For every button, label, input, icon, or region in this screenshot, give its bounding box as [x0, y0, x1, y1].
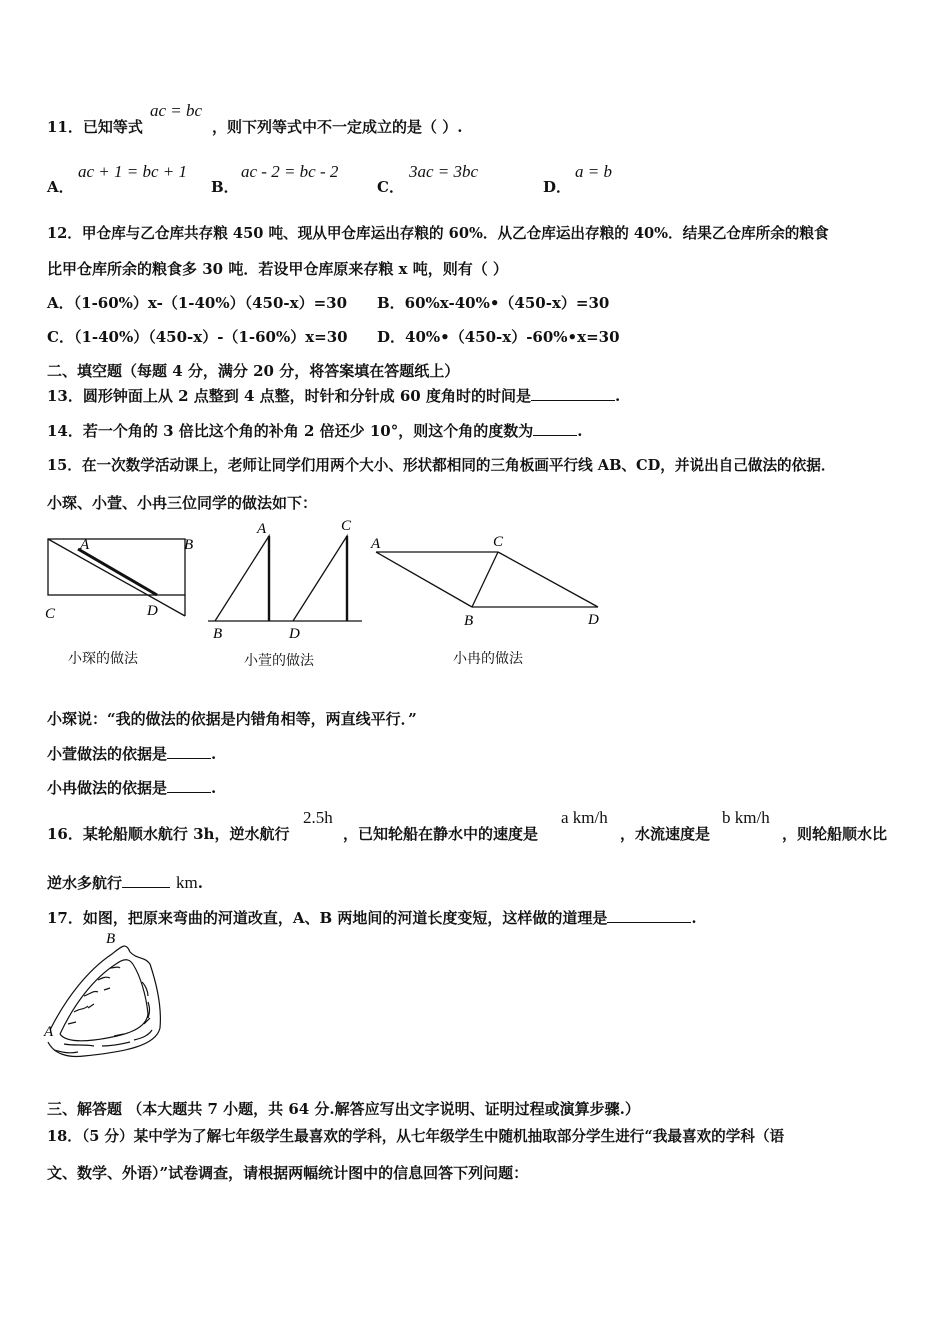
q11-option-b-label: B． — [211, 178, 239, 196]
q17-period: . — [691, 909, 697, 927]
q13-answer-blank[interactable] — [531, 399, 615, 401]
q11-prefix: 11．已知等式 — [47, 118, 143, 136]
q17-row — [47, 907, 697, 928]
figure-xiaochen — [40, 532, 200, 622]
q17-answer-blank[interactable] — [607, 921, 691, 923]
q16-v1: 2.5h — [303, 808, 333, 827]
q16-line2-row — [47, 872, 203, 893]
fig3-line-cd — [498, 552, 598, 607]
fig1-caption: 小琛的做法 — [68, 651, 138, 667]
q15-ask1-period: . — [211, 745, 217, 763]
q11-option-c-label: C． — [377, 178, 404, 196]
section-2-heading: 二、填空题（每题 4 分，满分 20 分，将答案填在答题纸上） — [47, 362, 460, 380]
fig2-triangle-1 — [215, 536, 269, 621]
fig2-label-d: D — [289, 626, 300, 642]
q16-unit: km — [176, 873, 198, 892]
q12-option-b: B．60%x-40%•（450-x）=30 — [377, 294, 610, 312]
q16-line2: 逆水多航行 — [47, 874, 123, 892]
q11-option-a-label: A． — [47, 178, 74, 196]
fig1-diagonal-b — [78, 549, 157, 595]
fig1-diagonal-a — [48, 539, 185, 616]
fig2-caption: 小萱的做法 — [244, 653, 314, 669]
q12-option-d: D．40%•（450-x）-60%•x=30 — [377, 328, 620, 346]
q15-ask1-blank[interactable] — [167, 757, 211, 759]
river-left-outer — [50, 946, 130, 1030]
fig2-label-b: B — [213, 626, 223, 642]
q11-option-d: a = b — [575, 162, 612, 181]
river-sketch — [44, 932, 169, 1067]
q11-option-b: ac - 2 = bc - 2 — [241, 162, 339, 181]
q11-stem — [47, 116, 143, 137]
fig3-label-c: C — [493, 534, 504, 550]
fig3-label-b: B — [464, 613, 474, 629]
q15-ask1-row — [47, 743, 216, 764]
section-3-heading: 三、解答题 （本大题共 7 小题，共 64 分.解答应写出文字说明、证明过程或演算步骤.） — [47, 1100, 640, 1118]
q16-period: . — [197, 874, 203, 892]
q11-equation: ac = bc — [150, 101, 203, 120]
q16-v3: b km/h — [722, 808, 770, 827]
fig2-label-c: C — [341, 518, 352, 534]
q13-period: . — [614, 387, 621, 405]
q15-ask2-row — [47, 777, 216, 798]
river-label-b: B — [106, 931, 116, 947]
q16-v2: a km/h — [561, 808, 608, 827]
q18-line2: 文、数学、外语）”试卷调查，请根据两幅统计图中的信息回答下列问题： — [47, 1164, 529, 1182]
q11-option-c: 3ac = 3bc — [409, 162, 479, 181]
q14-stem — [47, 420, 582, 441]
q12-option-a: A．（1-60%）x-（1-40%）（450-x）=30 — [47, 294, 348, 312]
q15-ask1: 小萱做法的依据是 — [47, 745, 168, 763]
q11-suffix: ，则下列等式中不一定成立的是（ ）. — [212, 118, 463, 136]
q13-text: 13．圆形钟面上从 2 点整到 4 点整，时针和分针成 60 度角时的时间是 — [47, 387, 531, 405]
fig1-label-a: A — [80, 537, 90, 553]
q13-stem — [47, 385, 620, 406]
q16-part1: 16．某轮船顺水航行 3h，逆水航行 — [47, 825, 290, 843]
q12-line1: 12．甲仓库与乙仓库共存粮 450 吨、现从甲仓库运出存粮的 60%．从乙仓库运出存粮的 40%．结果乙仓库所余的粮食 — [47, 225, 829, 242]
fig3-label-d: D — [588, 612, 599, 628]
river-label-a: A — [44, 1024, 54, 1040]
figure-xiaoran — [366, 532, 606, 632]
q17-text: 17．如图，把原来弯曲的河道改直，A、B 两地间的河道长度变短，这样做的道理是 — [47, 909, 608, 927]
fig2-label-a: A — [257, 521, 267, 537]
q16-answer-blank[interactable] — [122, 886, 170, 888]
fig1-label-b: B — [184, 537, 194, 553]
fig3-label-a: A — [371, 536, 381, 552]
fig1-rect — [48, 539, 185, 595]
q16-part2: ，已知轮船在静水中的速度是 — [343, 825, 539, 843]
q14-text: 14．若一个角的 3 倍比这个角的补角 2 倍还少 10°，则这个角的度数为 — [47, 422, 534, 440]
fig1-label-c: C — [45, 606, 56, 622]
q18-line1: 18．（5 分）某中学为了解七年级学生最喜欢的学科，从七年级学生中随机抽取部分学生进行“我最喜欢的学科（语 — [47, 1128, 785, 1145]
fig3-line-cb — [472, 552, 498, 607]
q15-ask2-period: . — [211, 779, 217, 797]
q14-period: . — [577, 422, 583, 440]
q14-answer-blank[interactable] — [533, 434, 577, 436]
q11-option-a: ac + 1 = bc + 1 — [78, 162, 188, 181]
q12-option-c: C．（1-40%）（450-x）-（1-60%）x=30 — [47, 328, 348, 346]
fig2-triangle-2 — [293, 536, 347, 621]
q16-part3: ，水流速度是 — [620, 825, 711, 843]
q15-ask2-blank[interactable] — [167, 791, 211, 793]
q15-line1: 15．在一次数学活动课上，老师让同学们用两个大小、形状都相同的三角板画平行线 AB、CD，并说出自己做法的依据． — [47, 457, 836, 474]
q11-option-d-label: D． — [543, 178, 572, 196]
q15-ask2: 小冉做法的依据是 — [47, 779, 168, 797]
figure-xiaoxuan — [205, 518, 365, 643]
q15-statement: 小琛说：“我的做法的依据是内错角相等，两直线平行．” — [47, 710, 417, 728]
fig3-caption: 小冉的做法 — [453, 651, 523, 667]
q12-line2: 比甲仓库所余的粮食多 30 吨．若设甲仓库原来存粮 x 吨，则有（ ） — [47, 260, 508, 278]
q15-line2: 小琛、小萱、小冉三位同学的做法如下： — [47, 494, 318, 512]
fig3-line-ab — [376, 552, 472, 607]
q16-part4: ，则轮船顺水比 — [782, 825, 888, 843]
fig1-label-d: D — [147, 603, 158, 619]
